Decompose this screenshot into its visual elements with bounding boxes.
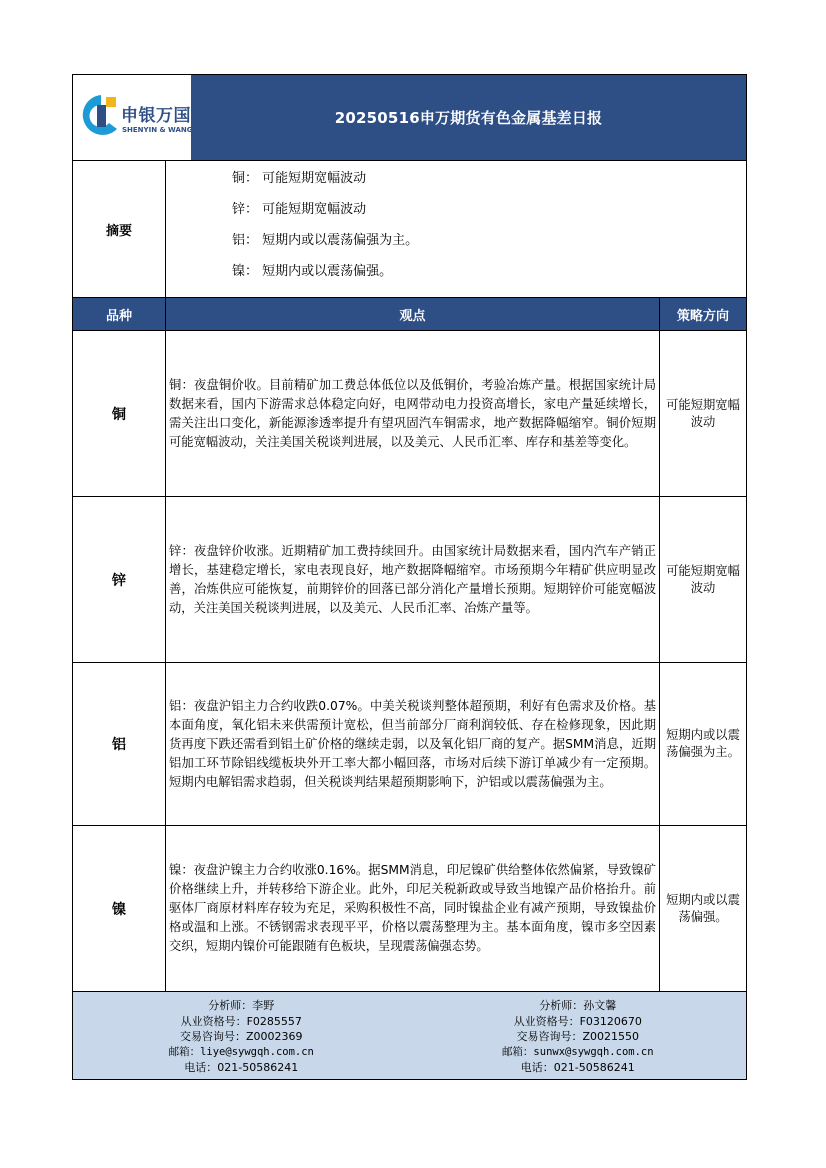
table-row-aluminum [73, 663, 746, 826]
variety-cell: 锌 [73, 497, 166, 662]
variety-cell: 镍 [73, 826, 166, 991]
column-variety: 品种 [73, 298, 166, 330]
column-view: 观点 [166, 298, 660, 330]
variety-cell: 铝 [73, 663, 166, 825]
analyst-name: 分析师：孙文馨 [539, 999, 617, 1012]
view-cell [166, 497, 660, 662]
logo-english-name: SHENYIN & WANGUO FUTURES [122, 126, 243, 134]
company-logo [73, 75, 273, 160]
report-sheet [72, 74, 747, 1080]
analyst-license: 从业资格号：F03120670 [513, 1014, 642, 1028]
report-header [73, 75, 746, 161]
view-cell [166, 331, 660, 496]
view-cell [166, 663, 660, 825]
logo-cell [73, 75, 243, 160]
summary-line-zinc: 锌： 可能短期宽幅波动 [232, 202, 367, 217]
view-text: 铜：夜盘铜价收。目前精矿加工费总体低位以及低铜价，考验冶炼产量。根据国家统计局数据来看，国内下游需求总体稳定向好，电网带动电力投资高增长，家电产量延续增长，需关注出口变化，新能源渗透率提升有望巩固汽车铜需求，地产数据降幅缩窄。铜价短期可能宽幅波动，关注美国关税谈判进展，以及美元、人民币汇率、库存和基差等变化。 [169, 377, 656, 449]
analyst-right [410, 992, 747, 1079]
variety-cell: 铜 [73, 331, 166, 496]
view-text: 镍：夜盘沪镍主力合约收涨0.16%。据SMM消息，印尼镍矿供给整体依然偏紧，导致镍矿价格继续上升，并转移给下游企业。此外，印尼关税新政或导致当地镍产品价格抬升。前驱体厂商原材料库存较为充足，采购积极性不高，同时镍盐企业有减产预期，导致镍盐价格或温和上涨。不锈钢需求表现平平，价格以震荡整理为主。基本面角度，镍市多空因素交织，短期内镍价可能跟随有色板块，呈现震荡偏强态势。 [169, 863, 656, 953]
strategy-cell: 可能短期宽幅波动 [666, 397, 740, 429]
table-row-copper [73, 331, 746, 497]
analyst-footer [73, 992, 746, 1079]
column-strategy: 策略方向 [676, 308, 729, 324]
view-cell [166, 826, 660, 991]
analyst-license: 从业资格号：F0285557 [180, 1014, 302, 1028]
summary-line-copper: 铜： 可能短期宽幅波动 [232, 171, 367, 186]
view-text: 铝：夜盘沪铝主力合约收跌0.07%。中美关税谈判整体超预期，利好有色需求及价格。基本面角度，氧化铝未来供需预计宽松，但当前部分厂商利润较低、存在检修现象，因此期货再度下跌还需看到铝土矿价格的继续走弱，以及氧化铝厂商的复产。据SMM消息，近期铝加工环节除铝线缆板块外开工率大都小幅回落，市场对后续下游订单减少有一定预期。短期内电解铝需求趋弱，但关税谈判结果超预期影响下，沪铝或以震荡偏强为主。 [169, 698, 656, 789]
analyst-phone: 电话：021-50586241 [520, 1061, 635, 1074]
analyst-email: 邮箱：sunwx@sywgqh.com.cn [501, 1045, 654, 1058]
analyst-email: 邮箱：liye@sywgqh.com.cn [168, 1045, 314, 1058]
view-text: 锌：夜盘锌价收涨。近期精矿加工费持续回升。由国家统计局数据来看，国内汽车产销正增长，基建稳定增长，家电表现良好，地产数据降幅缩窄。市场预期今年精矿供应明显改善，冶炼供应可能恢复，前期锌价的回落已部分消化产量增长预期。短期锌价可能宽幅波动，关注美国关税谈判进展，以及美元、人民币汇率、冶炼产量等。 [169, 543, 656, 615]
report-title: 20250516申万期货有色金属基差日报 [191, 75, 746, 160]
analyst-consult-number: 交易咨询号：Z0021550 [516, 1030, 640, 1043]
summary-section [73, 161, 746, 298]
logo-chinese-name: 申银万国期货 [121, 106, 226, 126]
strategy-cell: 短期内或以震荡偏强。 [666, 892, 740, 924]
analyst-name: 分析师：李野 [208, 999, 275, 1012]
analyst-left [73, 992, 410, 1079]
table-row-zinc [73, 497, 746, 663]
strategy-cell: 可能短期宽幅波动 [666, 563, 740, 595]
summary-body [166, 161, 746, 297]
table-header [73, 298, 746, 331]
summary-line-nickel: 镍： 短期内或以震荡偏强。 [232, 264, 393, 279]
analyst-phone: 电话：021-50586241 [184, 1061, 299, 1074]
logo-mark-icon [81, 91, 121, 141]
strategy-cell: 短期内或以震荡偏强为主。 [666, 728, 740, 759]
analyst-consult-number: 交易咨询号：Z0002369 [179, 1030, 303, 1043]
table-row-nickel [73, 826, 746, 992]
summary-label: 摘要 [73, 161, 166, 297]
summary-line-aluminum: 铝： 短期内或以震荡偏强为主。 [232, 233, 419, 248]
